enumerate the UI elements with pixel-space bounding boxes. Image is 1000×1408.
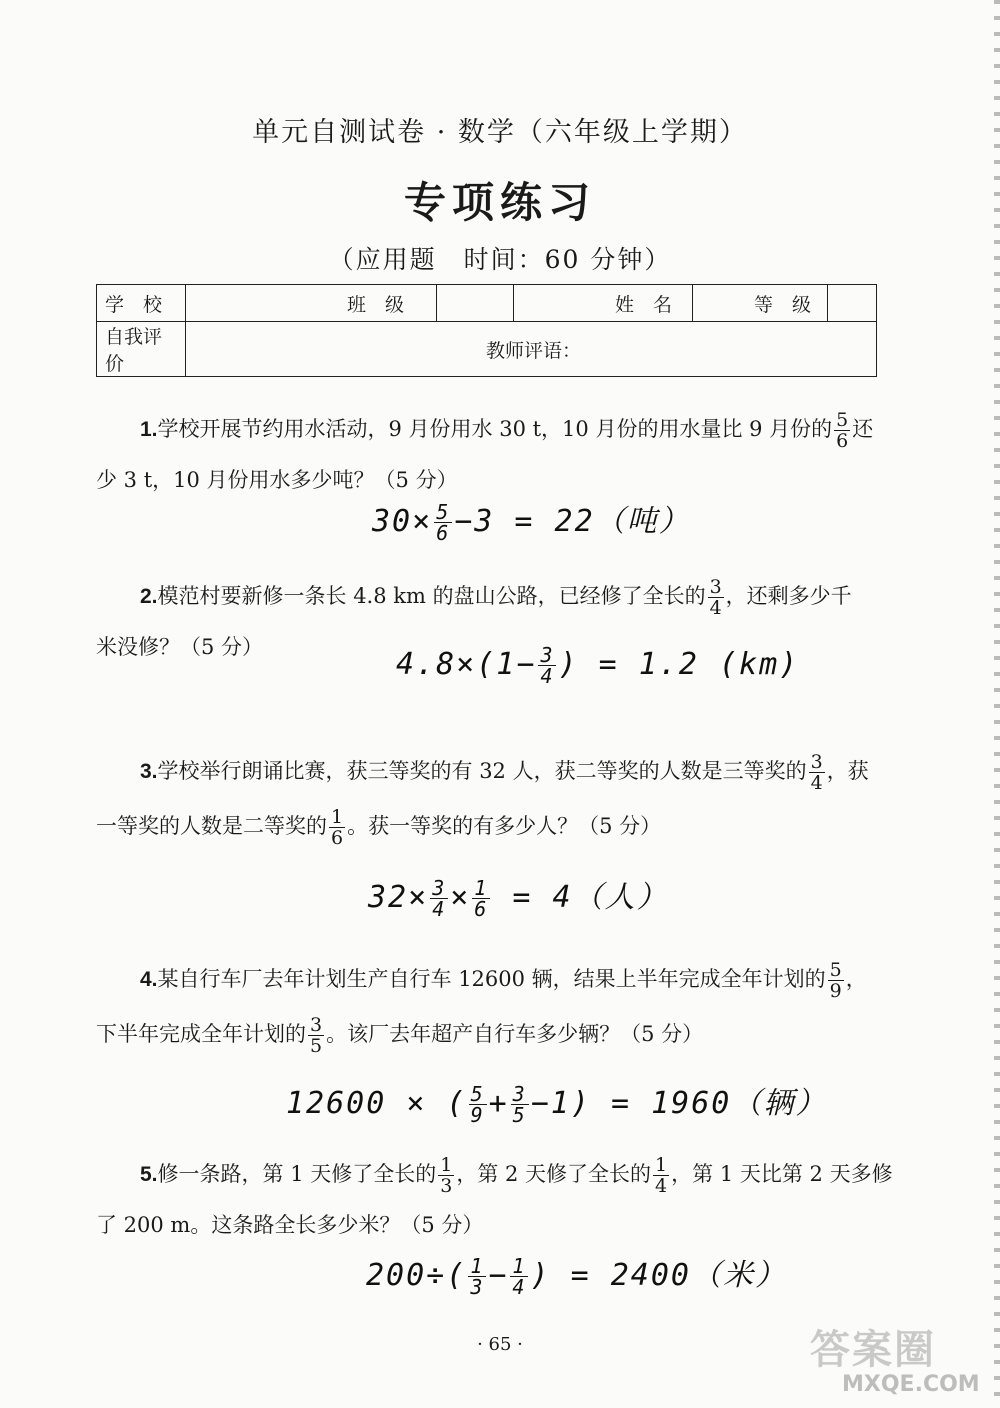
fraction: $\frac{5}{9}$ — [829, 959, 842, 1002]
answer-5: 200÷( $\frac{1}{3}$ − $\frac{1}{4}$ ) = 2400（米） — [366, 1254, 787, 1299]
fraction: $\frac{1}{3}$ — [440, 1154, 453, 1197]
watermark-url: MXQE.COM — [842, 1372, 980, 1397]
page-number: · 65 · — [477, 1334, 523, 1355]
question-3: 3.学校举行朗诵比赛，获三等奖的有 32 人，获二等奖的人数是三等奖的 $\frac{3}{4}$ ，获 一等奖的人数是二等奖的 $\frac{1}{6}$ 。获一等奖的有多少人？（5 分） — [96, 751, 869, 849]
fraction: $\frac{3}{4}$ — [810, 751, 823, 794]
question-5: 5.修一条路，第 1 天修了全长的 $\frac{1}{3}$ ，第 2 天修了全长的 $\frac{1}{4}$ ，第 1 天比第 2 天多修 了 200 m。这条路全长多少米？（5 分） — [96, 1154, 893, 1237]
question-number: 4. — [140, 968, 158, 991]
fraction: $\frac{3}{5}$ — [310, 1014, 323, 1057]
question-number: 5. — [140, 1163, 158, 1186]
self-eval-label: 自我评价 — [97, 322, 186, 377]
school-label: 学 校 — [97, 285, 186, 322]
question-number: 3. — [140, 760, 158, 783]
question-4: 4.某自行车厂去年计划生产自行车 12600 辆，结果上半年完成全年计划的 $\frac{5}{9}$ ， 下半年完成全年计划的 $\frac{3}{5}$ 。该厂去年超产自行车多少辆？（5 分） — [96, 959, 867, 1057]
fraction: $\frac{1}{6}$ — [331, 806, 344, 849]
page-title: 专项练习 — [403, 178, 596, 227]
question-1: 1.学校开展节约用水活动，9 月份用水 30 t，10 月份的用水量比 9 月份的 $\frac{5}{6}$ 还 少 3 t，10 月份用水多少吨？（5 分） — [96, 409, 874, 492]
question-number: 1. — [140, 418, 158, 441]
answer-3: 32× $\frac{3}{4}$ × $\frac{1}{6}$ = 4（人） — [368, 876, 669, 921]
question-2: 2.模范村要新修一条长 4.8 km 的盘山公路，已经修了全长的 $\frac{3}{4}$ ，还剩多少千 米没修？（5 分） — [96, 576, 852, 659]
fraction: $\frac{1}{4}$ — [655, 1154, 668, 1197]
class-label: 班 级 — [186, 285, 437, 322]
teacher-comment-label: 教师评语： — [186, 322, 877, 377]
question-number: 2. — [140, 585, 158, 608]
answer-4: 12600 × ( $\frac{5}{9}$ + $\frac{3}{5}$ −1) = 1960（辆） — [286, 1082, 828, 1127]
subtitle: （应用题 时间：60 分钟） — [328, 245, 672, 274]
answer-2: 4.8×(1− $\frac{3}{4}$ ) = 1.2 (km) — [396, 643, 800, 688]
grade-field[interactable] — [828, 285, 877, 322]
name-label: 姓 名 — [514, 285, 693, 322]
grade-label: 等 级 — [693, 285, 828, 322]
series-title: 单元自测试卷 · 数学（六年级上学期） — [252, 117, 748, 148]
answer-1: 30× $\frac{5}{6}$ −3 = 22（吨） — [372, 500, 691, 545]
fraction: $\frac{5}{6}$ — [836, 409, 849, 452]
watermark-logo: 答案圈 — [810, 1327, 936, 1373]
info-table — [96, 284, 877, 377]
fraction: $\frac{3}{4}$ — [709, 576, 722, 619]
class-field[interactable] — [437, 285, 514, 322]
